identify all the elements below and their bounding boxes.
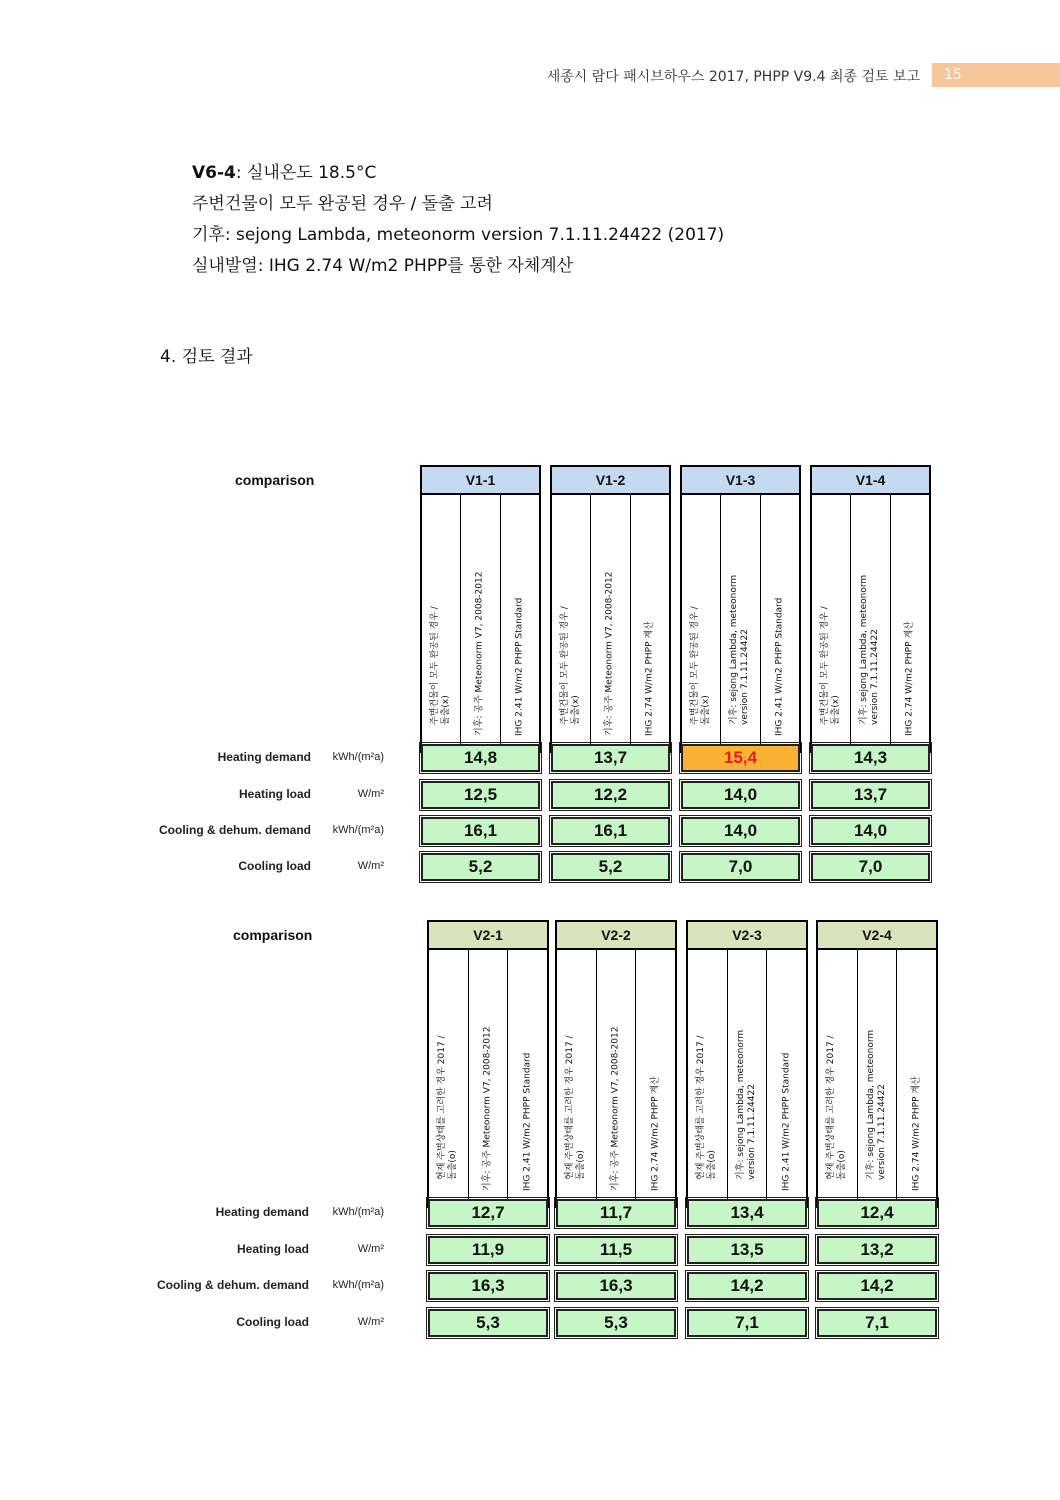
description-line: IHG 2.41 W/m2 PHPP Standard [522, 1052, 533, 1191]
variant-description [680, 495, 801, 753]
value-cell: 12,4 [817, 1199, 937, 1227]
variant-header: V1-2 [550, 465, 671, 495]
description-line: version 7.1.11.24422 [747, 1084, 757, 1180]
section-title: 4. 검토 결과 [160, 347, 253, 367]
value-cell: 13,7 [551, 744, 670, 772]
description-line: version 7.1.11.24422 [870, 629, 881, 725]
variant-column [420, 465, 541, 753]
description-line: version 7.1.11.24422 [740, 629, 751, 725]
description-cell [597, 950, 637, 1206]
variant-description [555, 950, 677, 1208]
row-label: Heating load [238, 787, 311, 801]
value-cell: 16,1 [551, 817, 670, 845]
variant-column [686, 920, 808, 1208]
variant-header: V2-2 [555, 920, 677, 950]
description-cell [688, 950, 728, 1206]
value-cell: 7,1 [687, 1309, 807, 1337]
value-cell: 5,2 [551, 853, 670, 881]
description-line: 돌출(o) [576, 1150, 587, 1180]
value-cell: 7,0 [681, 853, 800, 881]
row-label: Heating demand [217, 750, 311, 764]
row-label: Cooling & dehum. demand [159, 823, 311, 837]
value-cell: 16,3 [428, 1272, 548, 1300]
row-unit: W/m² [357, 1243, 384, 1255]
value-cell: 14,0 [681, 781, 800, 809]
description-text [650, 1076, 661, 1191]
description-line: IHG 2.74 W/m2 PHPP 계산 [650, 1076, 661, 1191]
value-cell: 16,1 [421, 817, 540, 845]
comparison-label: comparison [235, 472, 315, 488]
variant-header: V1-4 [810, 465, 931, 495]
value-cell: 16,3 [556, 1272, 676, 1300]
description-cell [897, 950, 936, 1206]
description-cell [429, 950, 469, 1206]
intro-line-4: 실내발열: IHG 2.74 W/m2 PHPP를 통한 자체계산 [192, 256, 574, 276]
description-line: version 7.1.11.24422 [877, 1084, 887, 1180]
description-line: 기후: 공주 Meteonorm V7, 2008-2012 [474, 571, 485, 736]
intro-block [192, 158, 724, 282]
description-cell [591, 495, 630, 751]
value-cell: 14,3 [811, 744, 930, 772]
description-text [859, 575, 881, 725]
value-cell: 5,3 [428, 1309, 548, 1337]
description-line: IHG 2.41 W/m2 PHPP Standard [774, 597, 785, 736]
description-cell [461, 495, 500, 751]
description-text [696, 1035, 718, 1180]
description-line: IHG 2.74 W/m2 PHPP 계산 [911, 1076, 922, 1191]
variant-description [550, 495, 671, 753]
description-text [611, 1027, 622, 1191]
description-line: IHG 2.74 W/m2 PHPP 계산 [644, 621, 655, 736]
variant-column [816, 920, 938, 1208]
description-line: 현재 주변상태를 고려한 경우 2017 / [696, 1035, 707, 1180]
description-cell [858, 950, 898, 1206]
value-cell: 13,7 [811, 781, 930, 809]
row-unit: W/m² [357, 860, 384, 872]
variant-column [550, 465, 671, 753]
description-text [522, 1053, 533, 1191]
value-cell: 13,2 [817, 1236, 937, 1264]
description-text [736, 1030, 758, 1180]
description-cell [501, 495, 539, 751]
description-line: 돌출(x) [831, 695, 842, 725]
value-cell: 14,2 [817, 1272, 937, 1300]
description-cell [812, 495, 851, 751]
value-cell: 12,2 [551, 781, 670, 809]
description-cell [818, 950, 858, 1206]
description-cell [557, 950, 597, 1206]
description-text [605, 572, 616, 736]
page-number: 15 [932, 63, 1060, 87]
description-line: 돌출(o) [707, 1150, 718, 1180]
description-line: 주변건물이 모두 완공된 경우 / [690, 606, 701, 725]
description-text [774, 598, 785, 736]
description-text [820, 606, 842, 725]
row-label: Cooling & dehum. demand [157, 1278, 309, 1292]
row-unit: W/m² [357, 788, 384, 800]
variant-column [555, 920, 677, 1208]
value-cell: 5,2 [421, 853, 540, 881]
description-line: IHG 2.74 W/m2 PHPP 계산 [904, 621, 915, 736]
description-cell [721, 495, 760, 751]
description-line: IHG 2.41 W/m2 PHPP Standard [514, 597, 525, 736]
header-title: 세종시 람다 패시브하우스 2017, PHPP V9.4 최종 검토 보고 [546, 69, 920, 85]
value-cell: 14,2 [687, 1272, 807, 1300]
intro-variant-text: : 실내온도 18.5°C [235, 163, 377, 183]
description-text [483, 1027, 494, 1191]
row-label: Cooling load [238, 859, 311, 873]
description-line: 돌출(x) [701, 695, 712, 725]
description-text [826, 1035, 848, 1180]
variant-column [680, 465, 801, 753]
description-line: 기후: sejong Lambda, meteonorm [729, 574, 740, 725]
description-line: 기후: sejong Lambda, meteonorm [866, 1029, 876, 1180]
description-cell [469, 950, 509, 1206]
variant-description [810, 495, 931, 753]
value-cell: 15,4 [681, 744, 800, 772]
value-cell: 13,5 [687, 1236, 807, 1264]
description-text [565, 1035, 587, 1180]
description-line: 기후: sejong Lambda, meteonorm [859, 574, 870, 725]
description-text [911, 1076, 922, 1191]
description-line: 주변건물이 모두 완공된 경우 / [560, 606, 571, 725]
intro-line-3: 기후: sejong Lambda, meteonorm version 7.1.11.24422 (2017) [192, 225, 725, 245]
description-cell [422, 495, 461, 751]
description-line: 현재 주변상태를 고려한 경우 2017 / [826, 1035, 837, 1180]
variant-header: V1-1 [420, 465, 541, 495]
description-line: 돌출(o) [837, 1150, 848, 1180]
description-line: 기후: 공주 Meteonorm V7, 2008-2012 [482, 1026, 493, 1191]
description-line: 현재 주변상태를 고려한 경우 2017 / [565, 1035, 576, 1180]
value-cell: 14,0 [811, 817, 930, 845]
description-line: 기후: sejong Lambda, meteonorm [736, 1029, 746, 1180]
description-line: 돌출(x) [571, 695, 582, 725]
description-line: IHG 2.41 W/m2 PHPP Standard [781, 1052, 792, 1191]
variant-header: V2-1 [427, 920, 549, 950]
description-text [475, 572, 486, 736]
row-unit: kWh/(m²a) [332, 751, 384, 763]
row-unit: kWh/(m²a) [332, 1279, 384, 1291]
description-text [430, 606, 452, 725]
description-cell [552, 495, 591, 751]
description-text [690, 606, 712, 725]
row-unit: kWh/(m²a) [332, 824, 384, 836]
value-cell: 5,3 [556, 1309, 676, 1337]
variant-header: V1-3 [680, 465, 801, 495]
value-cell: 12,5 [421, 781, 540, 809]
value-cell: 11,5 [556, 1236, 676, 1264]
description-line: 주변건물이 모두 완공된 경우 / [820, 606, 831, 725]
description-cell [728, 950, 768, 1206]
description-cell [631, 495, 669, 751]
description-text [866, 1030, 888, 1180]
value-cell: 7,1 [817, 1309, 937, 1337]
variant-description [420, 495, 541, 753]
description-line: 기후: 공주 Meteonorm V7, 2008-2012 [610, 1026, 621, 1191]
variant-column [810, 465, 931, 753]
value-cell: 12,7 [428, 1199, 548, 1227]
description-text [781, 1053, 792, 1191]
description-line: 돌출(o) [448, 1150, 459, 1180]
intro-variant-label: V6-4 [192, 163, 236, 183]
comparison-label: comparison [233, 927, 313, 943]
description-cell [851, 495, 890, 751]
row-unit: W/m² [357, 1316, 384, 1328]
description-line: 돌출(x) [441, 695, 452, 725]
value-cell: 13,4 [687, 1199, 807, 1227]
variant-column [427, 920, 549, 1208]
intro-line-2: 주변건물이 모두 완공된 경우 / 돌출 고려 [192, 194, 493, 214]
value-cell: 7,0 [811, 853, 930, 881]
description-text [514, 598, 525, 736]
row-label: Heating load [236, 1242, 309, 1256]
value-cell: 14,8 [421, 744, 540, 772]
value-cell: 11,9 [428, 1236, 548, 1264]
description-line: 기후: 공주 Meteonorm V7, 2008-2012 [604, 571, 615, 736]
row-label: Cooling load [236, 1315, 309, 1329]
description-line: 주변건물이 모두 완공된 경우 / [430, 606, 441, 725]
description-text [644, 621, 655, 736]
description-cell [891, 495, 929, 751]
description-text [437, 1035, 459, 1180]
description-cell [761, 495, 799, 751]
description-line: 현재 주변상태를 고려한 경우 2017 / [437, 1035, 448, 1180]
description-cell [636, 950, 675, 1206]
variant-header: V2-3 [686, 920, 808, 950]
description-cell [682, 495, 721, 751]
row-label: Heating demand [215, 1205, 309, 1219]
variant-header: V2-4 [816, 920, 938, 950]
description-text [560, 606, 582, 725]
row-unit: kWh/(m²a) [332, 1206, 384, 1218]
variant-description [816, 950, 938, 1208]
description-cell [767, 950, 806, 1206]
variant-description [427, 950, 549, 1208]
variant-description [686, 950, 808, 1208]
value-cell: 14,0 [681, 817, 800, 845]
value-cell: 11,7 [556, 1199, 676, 1227]
description-cell [508, 950, 547, 1206]
intro-line-1 [192, 158, 724, 189]
description-text [729, 575, 751, 725]
description-text [904, 621, 915, 736]
